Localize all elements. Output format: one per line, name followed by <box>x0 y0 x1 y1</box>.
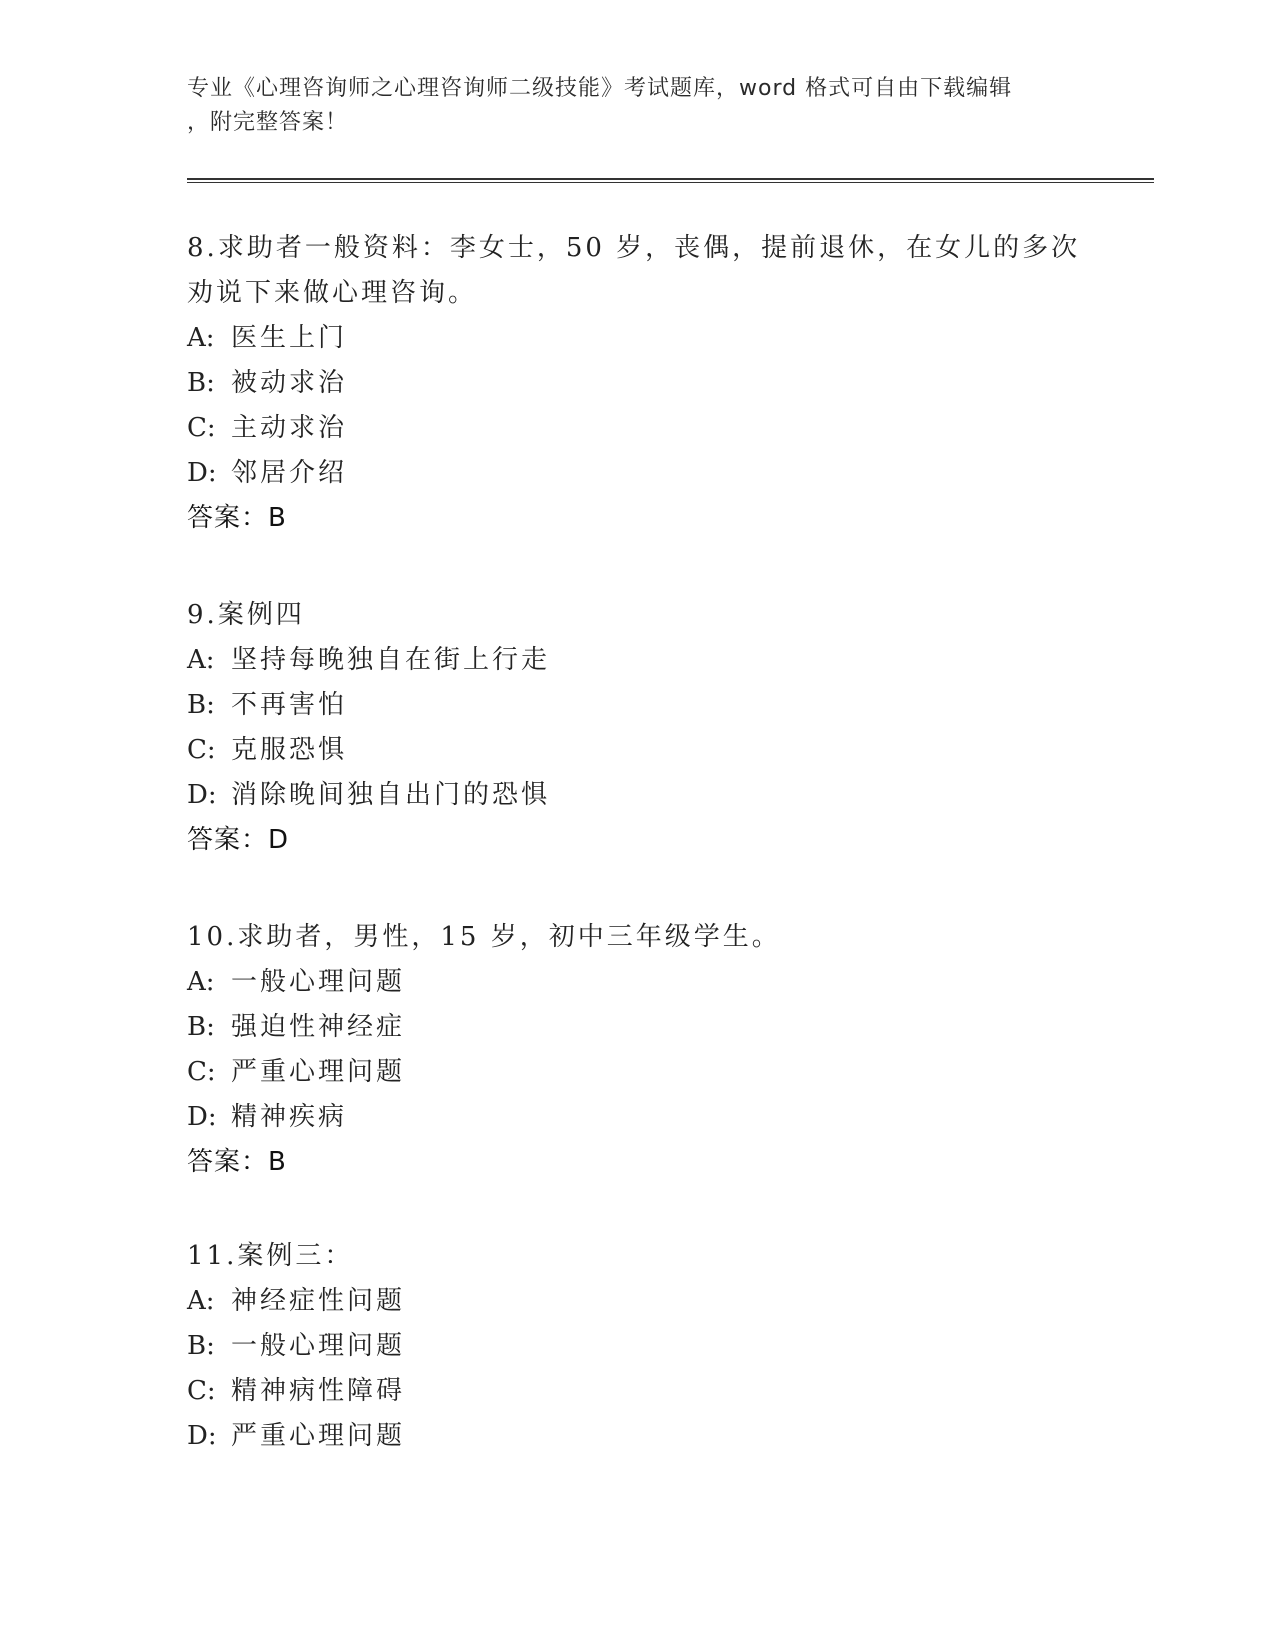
option-text: 神经症性问题 <box>231 1286 406 1316</box>
option-letter: A: <box>187 1286 215 1316</box>
option-text: 一般心理问题 <box>231 1331 406 1361</box>
option-letter: A: <box>187 323 215 353</box>
option-text: 精神病性障碍 <box>231 1376 406 1406</box>
option-letter: C: <box>187 413 216 443</box>
option-b <box>187 1324 1087 1369</box>
question-number: 8. <box>187 233 218 263</box>
option-letter: D: <box>187 1102 217 1132</box>
question-number: 10. <box>187 922 238 952</box>
question-stem <box>187 1234 1087 1279</box>
document-header <box>187 72 1067 140</box>
option-letter: B: <box>187 1331 215 1361</box>
option-letter: D: <box>187 780 217 810</box>
option-text: 医生上门 <box>231 323 348 353</box>
question-stem <box>187 593 1087 638</box>
option-letter: C: <box>187 1057 216 1087</box>
option-letter: B: <box>187 1012 215 1042</box>
option-letter: B: <box>187 690 215 720</box>
option-a <box>187 1279 1087 1324</box>
option-c <box>187 1369 1087 1414</box>
question-stem-line-1: 案例四 <box>217 600 305 630</box>
option-a <box>187 638 1087 683</box>
question-11 <box>187 1234 1087 1459</box>
option-text: 不再害怕 <box>231 690 348 720</box>
option-letter: C: <box>187 1376 216 1406</box>
option-text: 严重心理问题 <box>231 1057 406 1087</box>
question-8 <box>187 226 1087 541</box>
option-letter: B: <box>187 368 215 398</box>
question-stem <box>187 226 1087 271</box>
question-stem-line-1: 案例三： <box>237 1241 354 1271</box>
option-text: 被动求治 <box>231 368 348 398</box>
option-letter: A: <box>187 967 215 997</box>
option-letter: D: <box>187 1421 217 1451</box>
option-text: 主动求治 <box>231 413 348 443</box>
option-c <box>187 728 1087 773</box>
option-d <box>187 1414 1087 1459</box>
option-b <box>187 1005 1087 1050</box>
option-b <box>187 361 1087 406</box>
question-stem <box>187 915 1087 960</box>
question-stem-line-1: 求助者一般资料：李女士，50 岁，丧偶，提前退休，在女儿的多次 <box>217 233 1081 263</box>
option-a <box>187 960 1087 1005</box>
option-letter: C: <box>187 735 216 765</box>
option-text: 坚持每晚独自在街上行走 <box>231 645 551 675</box>
option-text: 精神疾病 <box>231 1102 348 1132</box>
question-number: 9. <box>187 600 218 630</box>
question-stem-line-1: 求助者，男性，15 岁，初中三年级学生。 <box>237 922 781 952</box>
header-line-2: ，附完整答案！ <box>187 110 349 135</box>
question-10 <box>187 915 1087 1185</box>
answer-line: 答案：D <box>187 825 290 855</box>
option-letter: A: <box>187 645 215 675</box>
question-stem-line-2: 劝说下来做心理咨询。 <box>187 278 478 308</box>
option-text: 严重心理问题 <box>231 1421 406 1451</box>
option-d <box>187 451 1087 496</box>
option-c <box>187 1050 1087 1095</box>
option-c <box>187 406 1087 451</box>
option-letter: D: <box>187 458 217 488</box>
option-d <box>187 773 1087 818</box>
question-number: 11. <box>187 1241 238 1271</box>
option-text: 一般心理问题 <box>231 967 406 997</box>
option-text: 强迫性神经症 <box>231 1012 406 1042</box>
header-divider <box>187 178 1154 183</box>
option-text: 克服恐惧 <box>231 735 348 765</box>
option-text: 消除晚间独自出门的恐惧 <box>231 780 551 810</box>
option-a <box>187 316 1087 361</box>
answer-line: 答案：B <box>187 1147 287 1177</box>
option-b <box>187 683 1087 728</box>
header-line-1: 专业《心理咨询师之心理咨询师二级技能》考试题库，word 格式可自由下载编辑 <box>187 76 1013 101</box>
answer-line: 答案：B <box>187 503 287 533</box>
option-d <box>187 1095 1087 1140</box>
question-9 <box>187 593 1087 863</box>
option-text: 邻居介绍 <box>231 458 348 488</box>
